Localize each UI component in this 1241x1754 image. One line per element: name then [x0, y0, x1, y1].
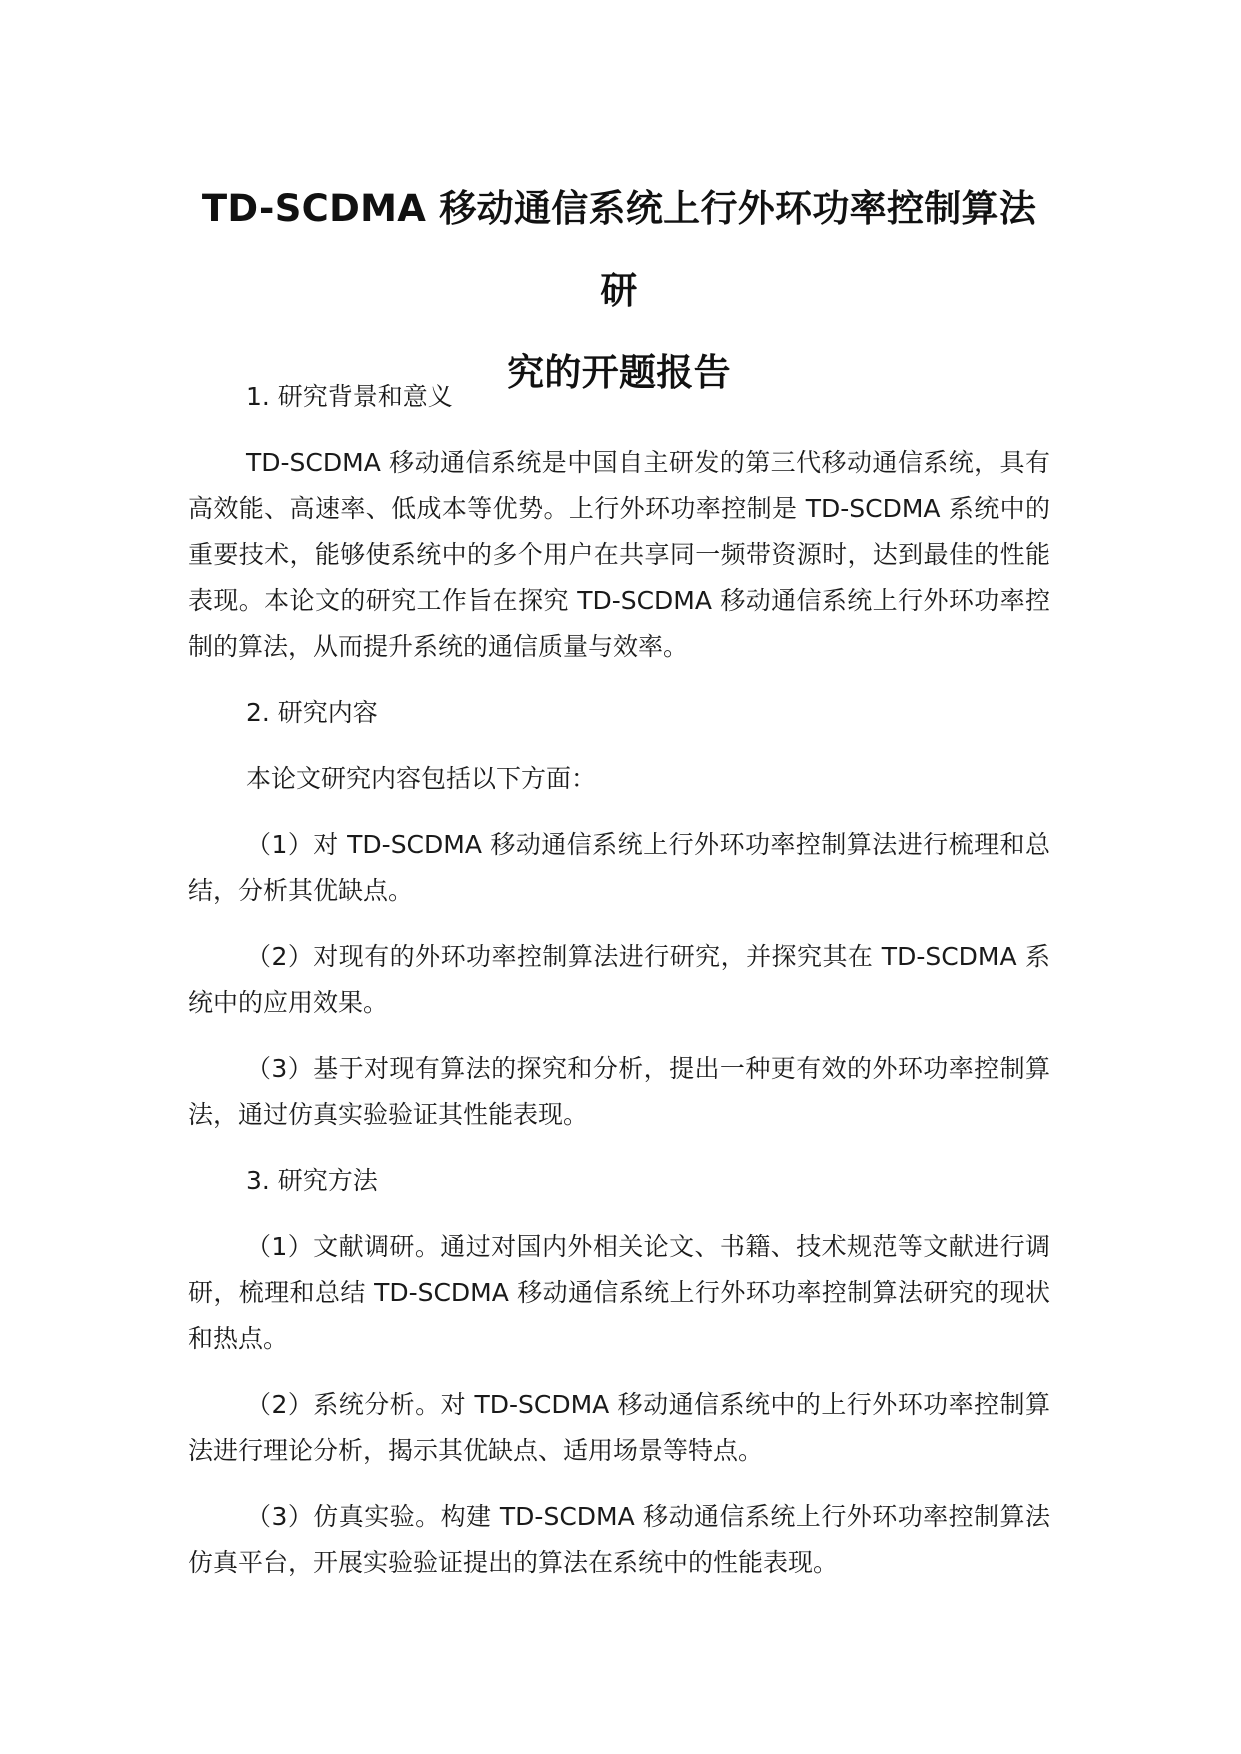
document-body: [188, 374, 1050, 1606]
section-heading-methods: 3. 研究方法: [246, 1166, 378, 1195]
title-line-1: TD-SCDMA 移动通信系统上行外环功率控制算法研: [201, 187, 1037, 312]
paragraph-content-item-2: （2）对现有的外环功率控制算法进行研究，并探究其在 TD-SCDMA 系统中的应用效果。: [188, 942, 1050, 1017]
paragraph-method-item-2: （2）系统分析。对 TD-SCDMA 移动通信系统中的上行外环功率控制算法进行理论分析，揭示其优缺点、适用场景等特点。: [188, 1390, 1050, 1465]
title-line-2: 究的开题报告: [507, 351, 731, 394]
paragraph-content-intro: 本论文研究内容包括以下方面：: [246, 764, 597, 793]
section-heading-background: 1. 研究背景和意义: [246, 382, 453, 411]
paragraph-method-item-3: （3）仿真实验。构建 TD-SCDMA 移动通信系统上行外环功率控制算法仿真平台，开展实验验证提出的算法在系统中的性能表现。: [188, 1502, 1050, 1577]
section-heading-content: 2. 研究内容: [246, 698, 378, 727]
paragraph-background: TD-SCDMA 移动通信系统是中国自主研发的第三代移动通信系统，具有高效能、高速率、低成本等优势。上行外环功率控制是 TD-SCDMA 系统中的重要技术，能够使系统中的多个用户在共享同一频带资源时，达到最佳的性能表现。本论文的研究工作旨在探究 TD-SCDMA 移动通信系统上行外环功率控制的算法，从而提升系统的通信质量与效率。: [188, 448, 1050, 661]
paragraph-content-item-1: （1）对 TD-SCDMA 移动通信系统上行外环功率控制算法进行梳理和总结，分析其优缺点。: [188, 830, 1050, 905]
paragraph-method-item-1: （1）文献调研。通过对国内外相关论文、书籍、技术规范等文献进行调研，梳理和总结 TD-SCDMA 移动通信系统上行外环功率控制算法研究的现状和热点。: [188, 1232, 1050, 1353]
paragraph-content-item-3: （3）基于对现有算法的探究和分析，提出一种更有效的外环功率控制算法，通过仿真实验验证其性能表现。: [188, 1054, 1050, 1129]
